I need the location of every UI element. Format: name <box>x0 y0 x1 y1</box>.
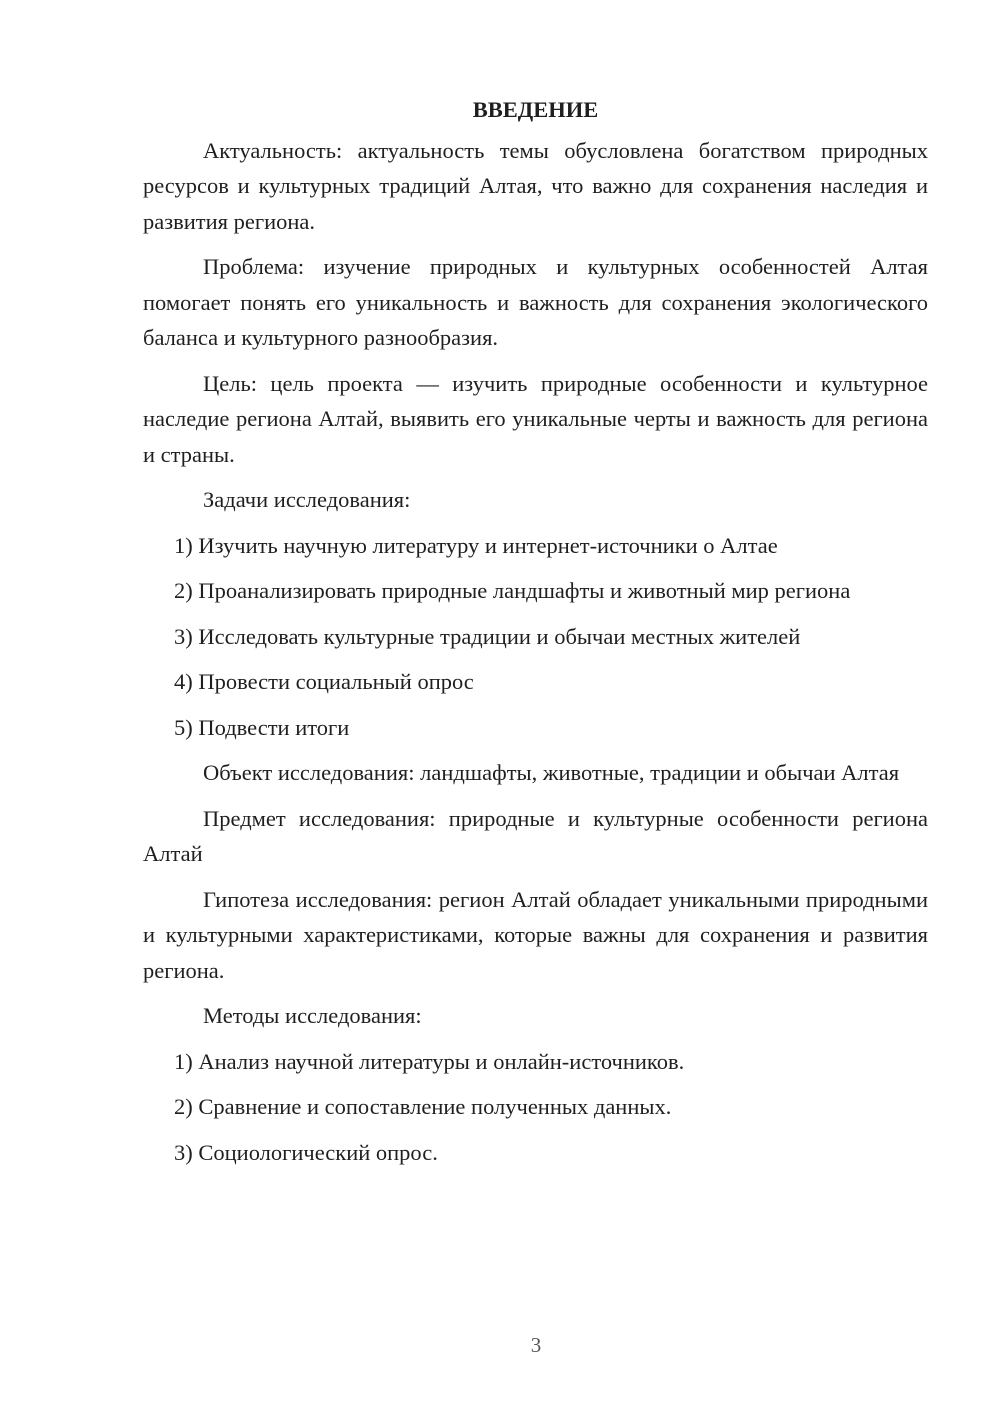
hypothesis-paragraph: Гипотеза исследования: регион Алтай обладает уникальными природными и культурными характеристиками, которые важны для сохранения и развития региона. <box>143 886 928 983</box>
subject-paragraph: Предмет исследования: природные и культурные особенности региона Алтай <box>143 805 928 866</box>
list-item: 1) Анализ научной литературы и онлайн-источников. <box>174 1048 685 1074</box>
page-title: ВВЕДЕНИЕ <box>472 97 599 122</box>
problem-paragraph: Проблема: изучение природных и культурных особенностей Алтая помогает понять его уникальность и важность для сохранения экологического баланса и культурного разнообразия. <box>143 254 928 350</box>
list-item: 1) Изучить научную литературу и интернет-источники о Алтае <box>174 532 778 558</box>
methods-list <box>143 1044 928 1171</box>
list-item: 2) Проанализировать природные ландшафты и животный мир региона <box>174 578 851 603</box>
methods-heading: Методы исследования: <box>203 1003 422 1028</box>
page-content <box>143 92 928 1180</box>
tasks-list <box>143 528 928 746</box>
list-item: 5) Подвести итоги <box>174 714 350 740</box>
list-item: 3) Социологический опрос. <box>174 1139 438 1165</box>
list-item: 3) Исследовать культурные традиции и обычаи местных жителей <box>174 623 801 649</box>
page-number: 3 <box>530 1333 542 1357</box>
tasks-heading: Задачи исследования: <box>203 487 411 512</box>
goal-paragraph: Цель: цель проекта — изучить природные особенности и культурное наследие региона Алтай, выявить его уникальные черты и важность для региона и страны. <box>143 370 928 467</box>
list-item: 4) Провести социальный опрос <box>174 669 474 694</box>
list-item: 2) Сравнение и сопоставление полученных данных. <box>174 1094 672 1119</box>
object-paragraph: Объект исследования: ландшафты, животные, традиции и обычаи Алтая <box>203 760 900 785</box>
relevance-paragraph: Актуальность: актуальность темы обусловлена богатством природных ресурсов и культурных традиций Алтая, что важно для сохранения наследия и развития региона. <box>143 137 928 234</box>
